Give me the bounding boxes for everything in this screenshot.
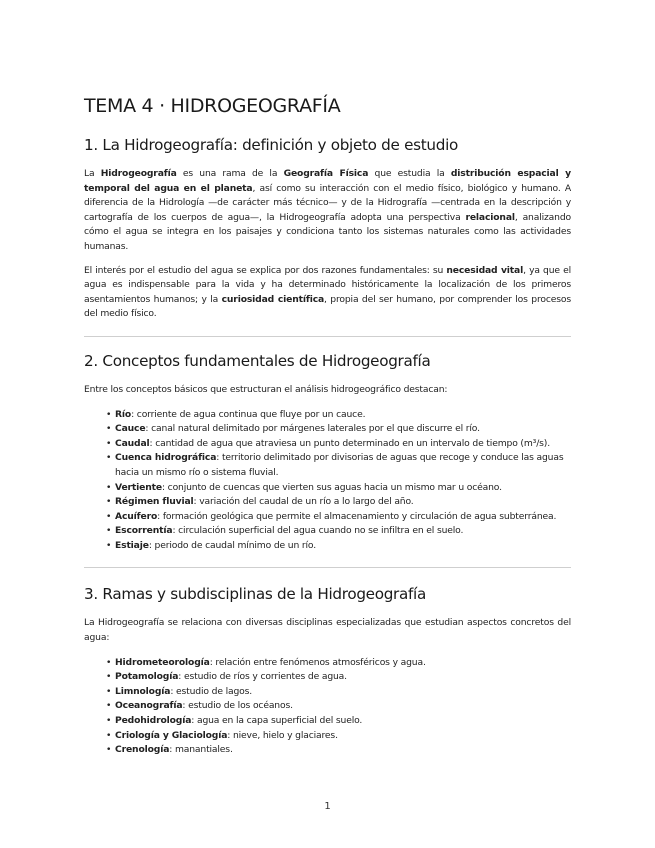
list-item (106, 408, 571, 423)
item-description: : agua en la capa superficial del suelo. (191, 715, 363, 727)
item-term: Limnología (115, 685, 171, 697)
item-term: Oceanografía (115, 700, 183, 712)
item-term: Potamología (115, 671, 179, 683)
section-divider (84, 336, 571, 337)
item-description: : manantiales. (169, 744, 233, 756)
item-description: : estudio de lagos. (170, 685, 253, 697)
list-item (106, 539, 571, 554)
concepts-list (84, 408, 571, 554)
list-item (106, 670, 571, 685)
section-2-heading: 2. Conceptos fundamentales de Hidrogeografía (84, 351, 431, 370)
bold-term: relacional (465, 211, 515, 223)
list-item (106, 743, 571, 758)
list-item (106, 685, 571, 700)
item-description: : conjunto de cuencas que vierten sus aguas hacia un mismo mar u océano. (161, 481, 502, 493)
item-term: Hidrometeorología (115, 656, 210, 668)
bold-term: curiosidad científica (221, 293, 325, 305)
text-run: , ya que el agua es indispensable para la vida y ha determinado históricamente la localización de los primeros asentamientos humanos; y la (84, 264, 571, 305)
section-3-heading: 3. Ramas y subdisciplinas de la Hidrogeografía (84, 585, 426, 604)
item-description: : circulación superficial del agua cuando no se infiltra en el suelo. (172, 525, 464, 537)
section-3-intro: La Hidrogeografía se relaciona con diversas disciplinas especializadas que estudian aspectos concretos del agua: (84, 617, 571, 644)
bold-term: Hidrogeografía (100, 168, 177, 179)
item-term: Crenología (115, 744, 170, 756)
item-description: : corriente de agua continua que fluye por un cauce. (131, 408, 366, 420)
item-term: Régimen fluvial (115, 496, 194, 508)
list-item (106, 524, 571, 539)
item-description: : canal natural delimitado por márgenes laterales por el que discurre el río. (145, 423, 480, 435)
list-item (106, 714, 571, 729)
text-run: que estudia la (368, 168, 451, 179)
subdisciplines-list (84, 656, 571, 758)
text-run: La (84, 168, 101, 179)
item-term: Caudal (115, 437, 150, 449)
bold-term: distribución espacial y temporal del agua en el planeta (84, 168, 571, 194)
section-2-intro: Entre los conceptos básicos que estructuran el análisis hidrogeográfico destacan: (84, 383, 448, 395)
item-term: Cuenca hidrográfica (115, 452, 217, 464)
list-item (106, 437, 571, 452)
item-term: Acuífero (115, 510, 158, 522)
item-term: Criología y Glaciología (115, 729, 228, 741)
bold-term: Geografía Física (283, 168, 369, 179)
text-run: , analizando cómo el agua se integra en los paisajes y condiciona tanto los sistemas naturales como las actividades humanas. (84, 211, 571, 252)
list-item (106, 422, 571, 437)
item-description: : estudio de ríos y corrientes de agua. (178, 671, 347, 683)
item-term: Cauce (115, 423, 146, 435)
list-item (106, 510, 571, 525)
section-divider (84, 567, 571, 568)
text-run: , así como su interacción con el medio físico, biológico y humano. A diferencia de la Hidrología —de carácter más técnico— y de la Hidrografía —centrada en la descripción y cartografía de los cuerpos de agua—, la Hidrogeografía adopta una perspectiva (84, 182, 571, 223)
item-term: Río (115, 408, 132, 420)
item-description: : cantidad de agua que atraviesa un punto determinado en un intervalo de tiempo (m³/s). (149, 437, 550, 449)
item-description: : variación del caudal de un río a lo largo del año. (193, 496, 414, 508)
item-description: : periodo de caudal mínimo de un río. (148, 539, 316, 551)
bold-term: necesidad vital (446, 264, 524, 276)
list-item (106, 699, 571, 714)
item-description: : relación entre fenómenos atmosféricos y agua. (209, 656, 426, 668)
item-description: : nieve, hielo y glaciares. (227, 729, 338, 741)
list-item (106, 656, 571, 671)
list-item (106, 495, 571, 510)
document-title: TEMA 4 · HIDROGEOGRAFÍA (84, 95, 341, 117)
page-number: 1 (324, 801, 331, 812)
text-run: , propia del ser humano, por comprender los procesos del medio físico. (84, 293, 572, 320)
item-term: Escorrentía (115, 525, 173, 537)
item-term: Vertiente (115, 481, 162, 493)
item-description: : estudio de los océanos. (182, 700, 293, 712)
item-term: Estiaje (115, 539, 149, 551)
text-run: es una rama de la (176, 168, 284, 179)
list-item (106, 451, 571, 480)
document-content (84, 94, 571, 758)
section-1-paragraph-2 (84, 264, 571, 322)
section-1-heading: 1. La Hidrogeografía: definición y objeto de estudio (84, 136, 458, 154)
list-item (106, 481, 571, 496)
item-term: Pedohidrología (115, 715, 192, 727)
list-item (106, 729, 571, 744)
text-run: El interés por el estudio del agua se explica por dos razones fundamentales: su (84, 264, 447, 276)
item-description: : formación geológica que permite el almacenamiento y circulación de agua subterránea. (157, 510, 557, 522)
section-1-paragraph-1 (84, 167, 571, 255)
item-description: : territorio delimitado por divisorias de aguas que recoge y conduce las aguas hacia un mismo río o sistema fluvial. (115, 452, 564, 478)
